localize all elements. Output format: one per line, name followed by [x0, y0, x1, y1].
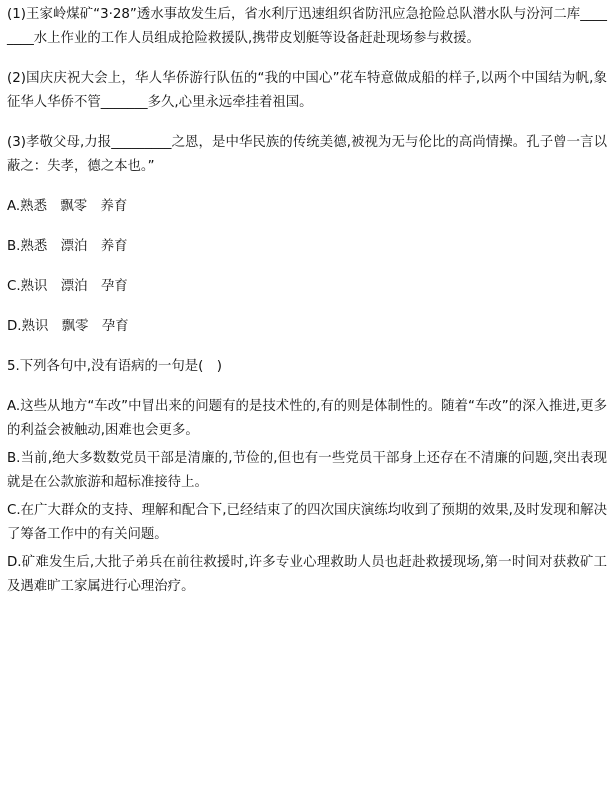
question-5-stem: 5.下列各句中,没有语病的一句是( ) [7, 359, 222, 374]
choice-c: C.熟识 漂泊 孕育 [7, 279, 128, 294]
document-body [7, 3, 607, 599]
fill-blank-item-1: (1)王家岭煤矿“3·28”透水事故发生后，省水利厅迅速组织省防汛应急抢险总队潜水队与汾河二库________水上作业的工作人员组成抢险救援队,携带皮划艇等设备赶赴现场参与救援。 [7, 7, 607, 46]
q5-option-b: B.当前,绝大多数数党员干部是清廉的,节俭的,但也有一些党员干部身上还存在不清廉的问题,突出表现就是在公款旅游和超标准接待上。 [7, 451, 607, 490]
choice-b: B.熟悉 漂泊 养育 [7, 239, 128, 254]
choice-d: D.熟识 飘零 孕育 [7, 319, 129, 334]
q5-option-a: A.这些从地方“车改”中冒出来的问题有的是技术性的,有的则是体制性的。随着“车改”的深入推进,更多的利益会被触动,困难也会更多。 [7, 399, 607, 438]
fill-blank-item-3: (3)孝敬父母,力报_________之恩，是中华民族的传统美德,被视为无与伦比的高尚情操。孔子曾一言以蔽之：失孝，德之本也。” [7, 135, 607, 174]
choice-a: A.熟悉 飘零 养育 [7, 199, 128, 214]
q5-option-c: C.在广大群众的支持、理解和配合下,已经结束了的四次国庆演练均收到了预期的效果,及时发现和解决了筹备工作中的有关问题。 [7, 503, 607, 542]
q5-option-d: D.矿难发生后,大批子弟兵在前往救援时,许多专业心理救助人员也赶赴救援现场,第一时间对获救矿工及遇难旷工家属进行心理治疗。 [7, 555, 607, 594]
fill-blank-item-2: (2)国庆庆祝大会上，华人华侨游行队伍的“我的中国心”花车特意做成船的样子,以两个中国结为帆,象征华人华侨不管_______多久,心里永远牵挂着祖国。 [7, 71, 607, 110]
